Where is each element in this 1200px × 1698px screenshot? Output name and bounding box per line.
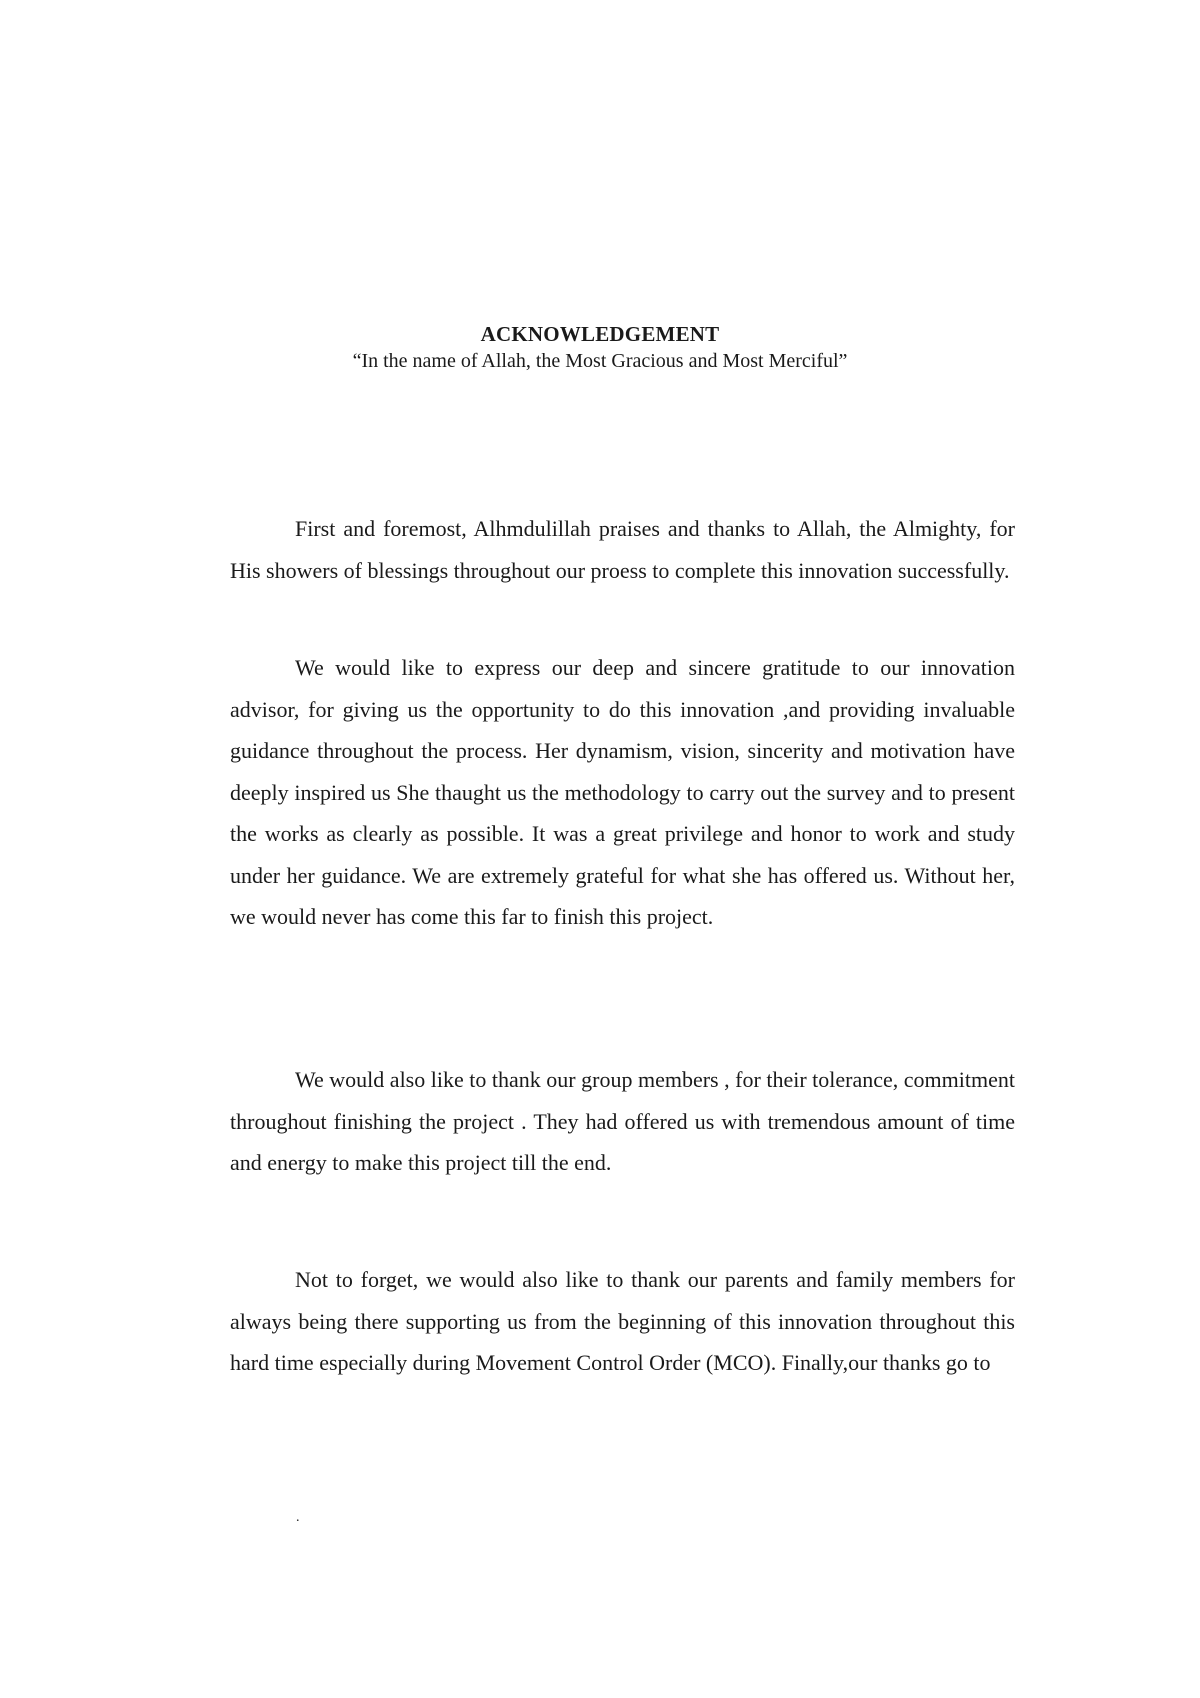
paragraph-2: We would like to express our deep and sincere gratitude to our innovation advisor, for giving us the opportunity to do this innovation ,and providing invaluable guidance throughout the process. Her dynamism, vision, sincerity and motivation have deeply inspired us She thaught us the methodology to carry out the survey and to present the works as clearly as possible. It was a great privilege and honor to work and study under her guidance. We are extremely grateful for what she has offered us. Without her, we would never has come this far to finish this project. [230,655,1015,929]
paragraph-3: We would also like to thank our group members , for their tolerance, commitment throughout finishing the project . They had offered us with tremendous amount of time and energy to make this project till the end. [230,1067,1015,1175]
page-title: ACKNOWLEDGEMENT [480,322,720,346]
paragraph-1: First and foremost, Alhmdulillah praises and thanks to Allah, the Almighty, for His showers of blessings throughout our proess to complete this innovation successfully. [230,516,1015,583]
trailing-mark: . [296,1510,300,1525]
page-subtitle: “In the name of Allah, the Most Gracious and Most Merciful” [352,350,848,372]
paragraph-4: Not to forget, we would also like to thank our parents and family members for always being there supporting us from the beginning of this innovation throughout this hard time especially during Movement Control Order (MCO). Finally,our thanks go to [230,1267,1015,1375]
